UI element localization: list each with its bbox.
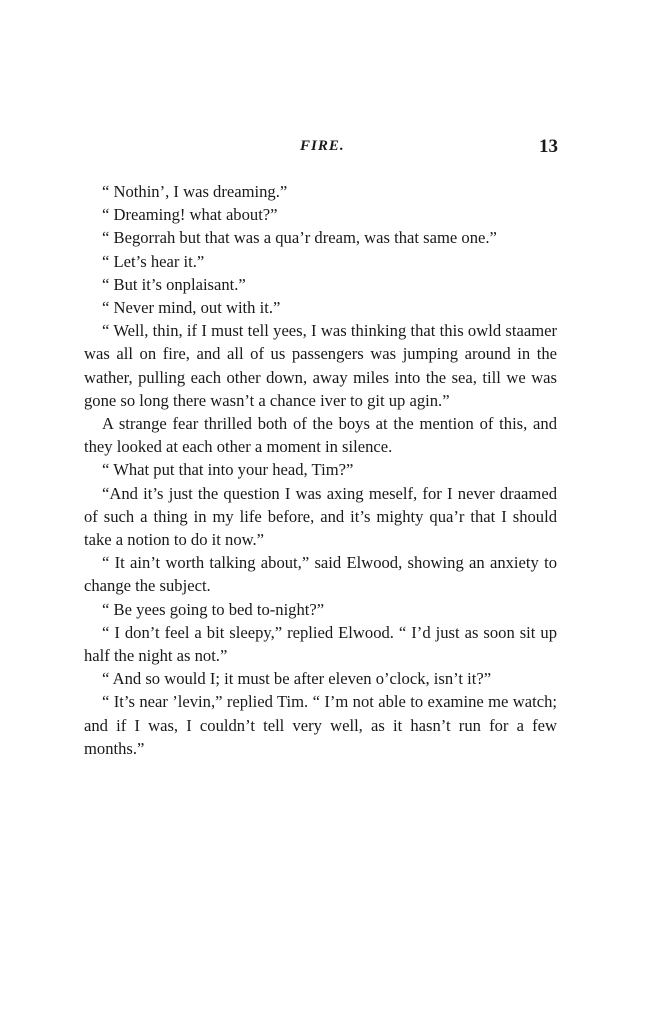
body-text xyxy=(84,180,557,760)
paragraph: “ Dreaming! what about?” xyxy=(102,205,278,225)
paragraph: “ Well, thin, if I must tell yees, I was thinking that this owld staamer was all on fire, and all of us passengers was jumping around in the wather, pulling each other down, away miles into the sea, till we was gone so long there wasn’t a chance iver to git up agin.” xyxy=(84,321,557,410)
paragraph: “ What put that into your head, Tim?” xyxy=(102,460,354,480)
paragraph: “ Never mind, out with it.” xyxy=(102,298,281,318)
paragraph: A strange fear thrilled both of the boys at the mention of this, and they looked at each other a moment in silence. xyxy=(84,414,557,457)
page-number: 13 xyxy=(539,136,558,157)
paragraph: “ Let’s hear it.” xyxy=(102,251,205,271)
paragraph: “ Be yees going to bed to-night?” xyxy=(102,599,325,619)
paragraph: “ But it’s onplaisant.” xyxy=(102,274,246,294)
paragraph: “And it’s just the question I was axing meself, for I never draamed of such a thing in my life before, and it’s mighty qua’r that I should take a notion to do it now.” xyxy=(84,483,557,550)
paragraph: “ Nothin’, I was dreaming.” xyxy=(102,182,288,201)
paragraph: “ I don’t feel a bit sleepy,” replied Elwood. “ I’d just as soon sit up half the night as not.” xyxy=(84,622,557,666)
paragraph: “ And so would I; it must be after eleven o’clock, isn’t it?” xyxy=(102,669,492,689)
running-head xyxy=(0,138,664,162)
paragraph: “ It’s near ’levin,” replied Tim. “ I’m not able to examine me watch; and if I was, I couldn’t tell very well, as it hasn’t run for a few months.” xyxy=(84,692,557,758)
paragraph: “ It ain’t worth talking about,” said Elwood, showing an anxiety to change the subject. xyxy=(84,553,557,596)
paragraph: “ Begorrah but that was a qua’r dream, was that same one.” xyxy=(102,228,497,248)
running-head-title: FIRE. xyxy=(300,138,345,154)
